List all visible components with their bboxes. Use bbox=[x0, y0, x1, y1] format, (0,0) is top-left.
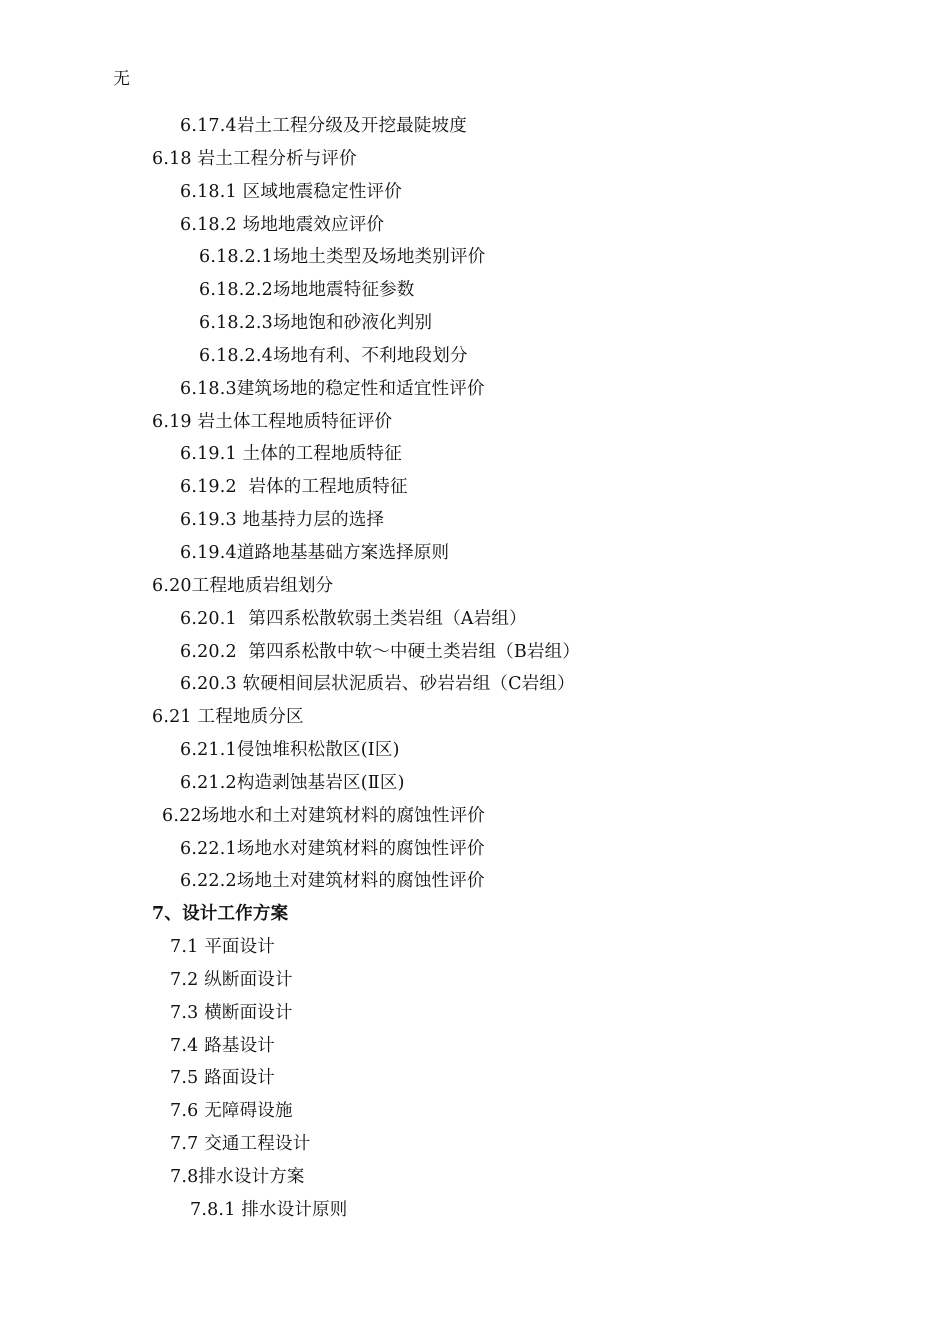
toc-entry-7-7: 7.7 交通工程设计 bbox=[170, 1134, 311, 1155]
toc-entry-6-19-2: 6.19.2 岩体的工程地质特征 bbox=[180, 477, 408, 498]
toc-entry-6-18-2-1: 6.18.2.1场地土类型及场地类别评价 bbox=[199, 247, 486, 268]
toc-entry-6-19-4: 6.19.4道路地基基础方案选择原则 bbox=[180, 542, 450, 563]
toc-entry-7-5: 7.5 路面设计 bbox=[170, 1068, 275, 1089]
toc-entry-6-21: 6.21 工程地质分区 bbox=[152, 707, 304, 728]
toc-entry-7-8-1: 7.8.1 排水设计原则 bbox=[190, 1199, 348, 1220]
toc-entry-6-21-1: 6.21.1侵蚀堆积松散区(Ⅰ区) bbox=[180, 740, 400, 761]
toc-entry-7-8: 7.8排水设计方案 bbox=[170, 1167, 305, 1187]
table-of-contents bbox=[0, 113, 950, 1230]
toc-entry-6-18-3: 6.18.3建筑场地的稳定性和适宜性评价 bbox=[180, 378, 485, 399]
toc-entry-6-21-2: 6.21.2构造剥蚀基岩区(Ⅱ区) bbox=[180, 772, 405, 793]
toc-entry-6-18-1: 6.18.1 区域地震稳定性评价 bbox=[180, 181, 402, 202]
toc-entry-7-2: 7.2 纵断面设计 bbox=[170, 969, 293, 990]
toc-entry-6-19: 6.19 岩土体工程地质特征评价 bbox=[152, 411, 393, 432]
toc-entry-7-3: 7.3 横断面设计 bbox=[170, 1002, 293, 1023]
toc-entry-6-22-2: 6.22.2场地土对建筑材料的腐蚀性评价 bbox=[180, 871, 485, 892]
header-note: 无 bbox=[113, 69, 130, 89]
toc-entry-6-17-4: 6.17.4岩土工程分级及开挖最陡坡度 bbox=[180, 116, 467, 136]
toc-entry-7-6: 7.6 无障碍设施 bbox=[170, 1101, 293, 1122]
toc-entry-6-22-1: 6.22.1场地水对建筑材料的腐蚀性评价 bbox=[180, 838, 485, 859]
toc-entry-6-20-3: 6.20.3 软硬相间层状泥质岩、砂岩岩组（C岩组） bbox=[180, 674, 575, 695]
toc-entry-6-19-3: 6.19.3 地基持力层的选择 bbox=[180, 510, 385, 531]
toc-entry-6-18-2: 6.18.2 场地地震效应评价 bbox=[180, 214, 385, 235]
toc-entry-7-1: 7.1 平面设计 bbox=[170, 937, 275, 958]
toc-entry-6-22: 6.22场地水和土对建筑材料的腐蚀性评价 bbox=[162, 805, 485, 826]
toc-entry-6-18-2-4: 6.18.2.4场地有利、不利地段划分 bbox=[199, 345, 468, 366]
toc-entry-6-18: 6.18 岩土工程分析与评价 bbox=[152, 148, 357, 169]
toc-entry-6-20-1: 6.20.1 第四系松散软弱土类岩组（A岩组） bbox=[180, 608, 527, 629]
toc-entry-7-4: 7.4 路基设计 bbox=[170, 1035, 275, 1056]
toc-entry-6-20: 6.20工程地质岩组划分 bbox=[152, 575, 334, 596]
toc-chapter-7: 7、设计工作方案 bbox=[152, 904, 289, 925]
toc-entry-6-18-2-2: 6.18.2.2场地地震特征参数 bbox=[199, 280, 415, 301]
toc-entry-6-18-2-3: 6.18.2.3场地饱和砂液化判别 bbox=[199, 313, 433, 334]
toc-entry-6-19-1: 6.19.1 土体的工程地质特征 bbox=[180, 444, 402, 465]
toc-entry-6-20-2: 6.20.2 第四系松散中软～中硬土类岩组（B岩组） bbox=[180, 641, 581, 662]
